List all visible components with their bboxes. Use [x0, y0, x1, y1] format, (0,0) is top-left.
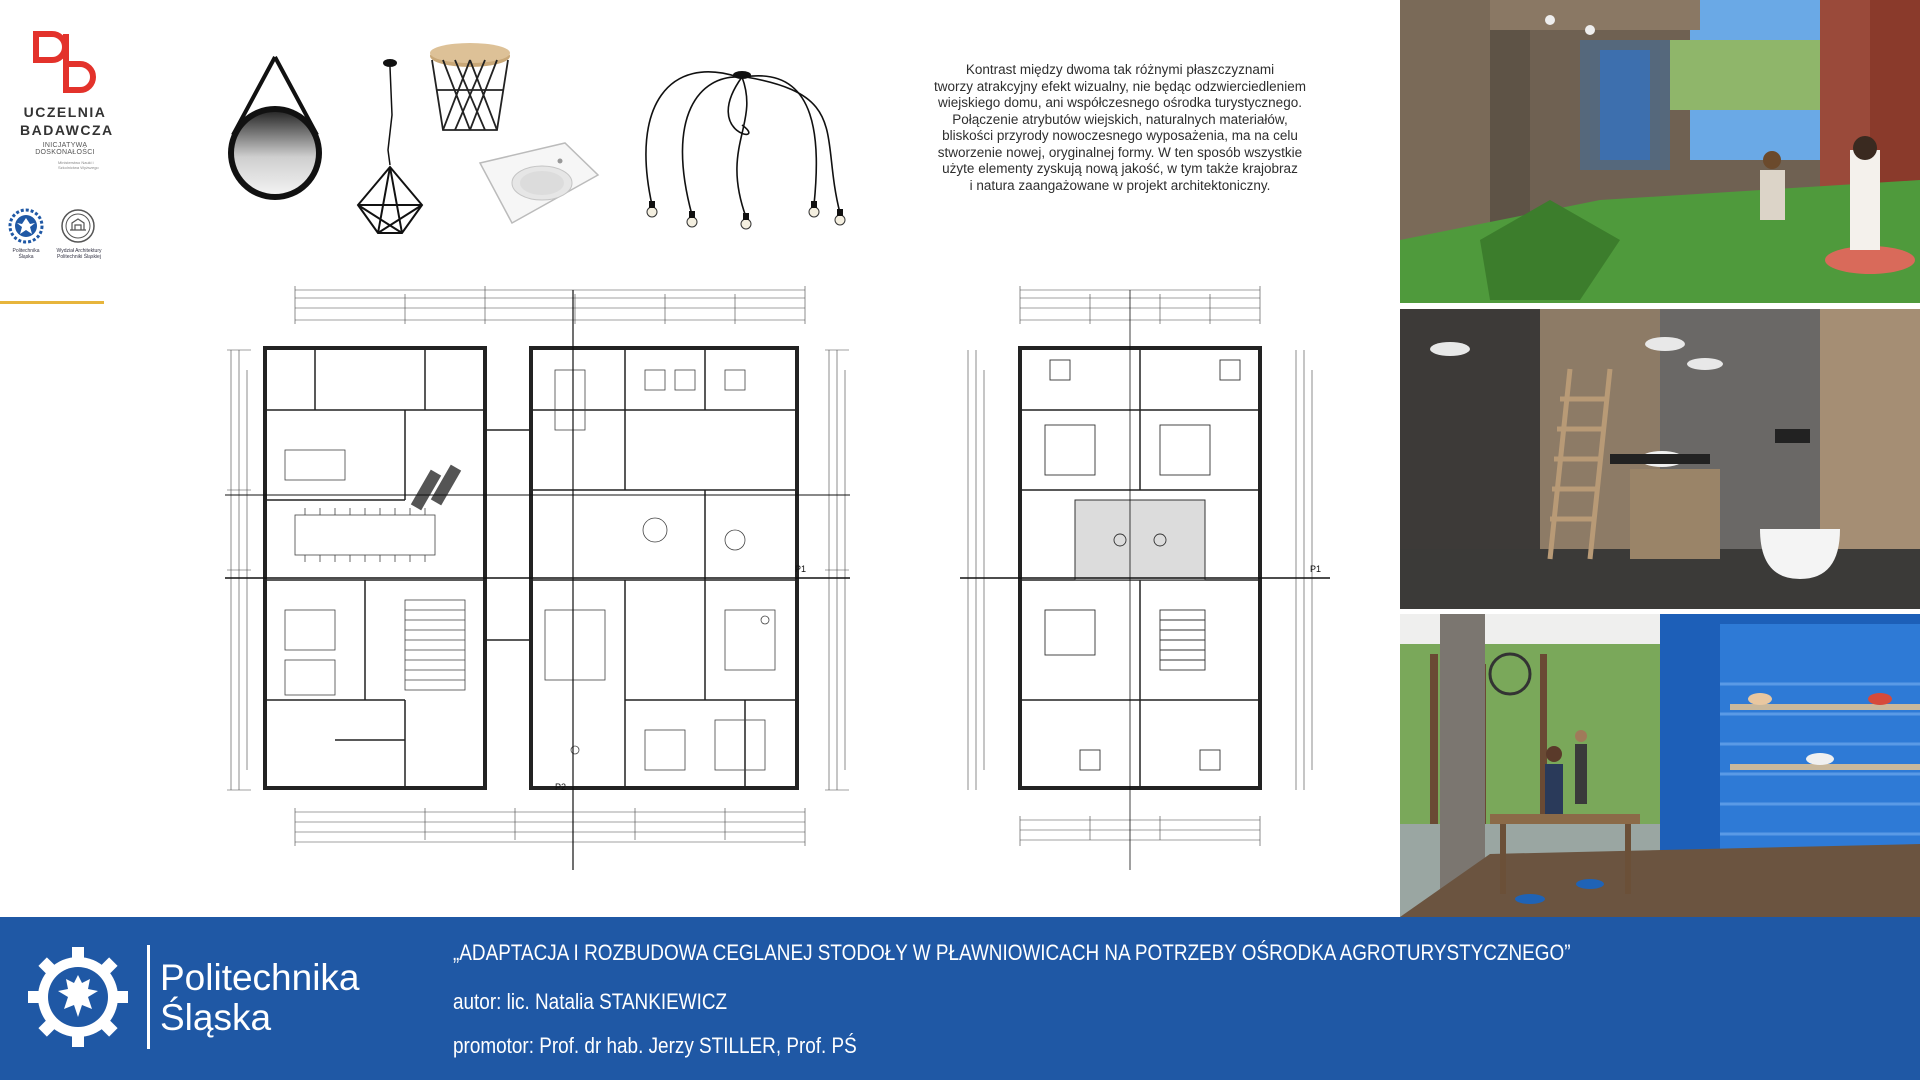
section-label-p1: P1 [795, 564, 807, 574]
seal1-label-line2: Śląska [18, 254, 34, 260]
description-line: i natura zaangażowane w projekt architektoniczny. [969, 177, 1271, 193]
author-line: autor: lic. Natalia STANKIEWICZ [453, 989, 728, 1014]
description-line: Połączenie atrybutów wiejskich, naturalnych materiałów, [952, 111, 1288, 127]
ground-floor-plan [225, 280, 850, 870]
wire-pendant-lamp-image [350, 55, 430, 240]
university-name [160, 958, 360, 1038]
upper-floor-plan [960, 280, 1330, 870]
description-line: Kontrast między dwoma tak różnymi płaszczyznami [965, 62, 1275, 77]
uczelnia-badawcza-logo-mark [26, 28, 102, 100]
footer-logo-divider [147, 945, 150, 1049]
multi-bulb-pendant-image [630, 65, 855, 230]
project-title: „ADAPTACJA I ROZBUDOWA CEGLANEJ STODOŁY W PŁAWNIOWICACH NA POTRZEBY OŚRODKA AGROTURYSTYCZNEGO” [453, 940, 1571, 965]
washbasin-image [470, 135, 605, 230]
faculty-seal-icon [60, 208, 96, 244]
section-label-p1-upper: P1 [1310, 564, 1322, 574]
university-name-line1: Politechnika [160, 957, 360, 998]
wire-side-table-image [425, 40, 515, 140]
section-label-p2: P2 [555, 782, 567, 792]
description-line: tworzy atrakcyjny efekt wizualny, nie będąc odzwierciedleniem [934, 78, 1306, 94]
round-mirror-image [215, 55, 335, 205]
promotor-line: promotor: Prof. dr hab. Jerzy STILLER, Prof. PŚ [453, 1033, 857, 1058]
seal2-label-line2: Politechniki Śląskiej [57, 254, 101, 260]
description-line: użyte elementy zyskują nową jakość, w tym także krajobraz [942, 161, 1298, 176]
accent-divider [0, 301, 104, 304]
description-line: bliskości przyrody nowoczesnego wyposażenia, ma na celu [942, 128, 1298, 143]
logo-title [20, 103, 114, 139]
logo-fineprint: Ministerstwo Nauki i Szkolnictwa Wyższego [58, 160, 99, 170]
project-description [905, 62, 1335, 194]
logo-title-line2: BADAWCZA [20, 122, 114, 138]
politechnika-gear-eagle-icon [26, 945, 130, 1049]
garden-patio-render [1400, 0, 1920, 303]
description-line: stworzenie nowej, oryginalnej formy. W ten sposób wszystkie [937, 144, 1303, 160]
logo-subtitle: INICJATYWA DOSKONAŁOŚCI [35, 142, 95, 156]
kitchen-workshop-render [1400, 614, 1920, 917]
logo-title-line1: UCZELNIA [23, 104, 107, 120]
seal1-label [4, 248, 48, 260]
description-line: wiejskiego domu, ani współczesnego ośrodka turystycznego. [938, 95, 1302, 110]
politechnika-seal-icon [8, 208, 44, 244]
bathroom-render [1400, 309, 1920, 609]
seal1-label-line1: Politechnika [12, 248, 40, 254]
seal2-label-line1: Wydział Architektury [56, 248, 102, 254]
university-name-line2: Śląska [160, 997, 272, 1038]
seal2-label [54, 248, 104, 260]
